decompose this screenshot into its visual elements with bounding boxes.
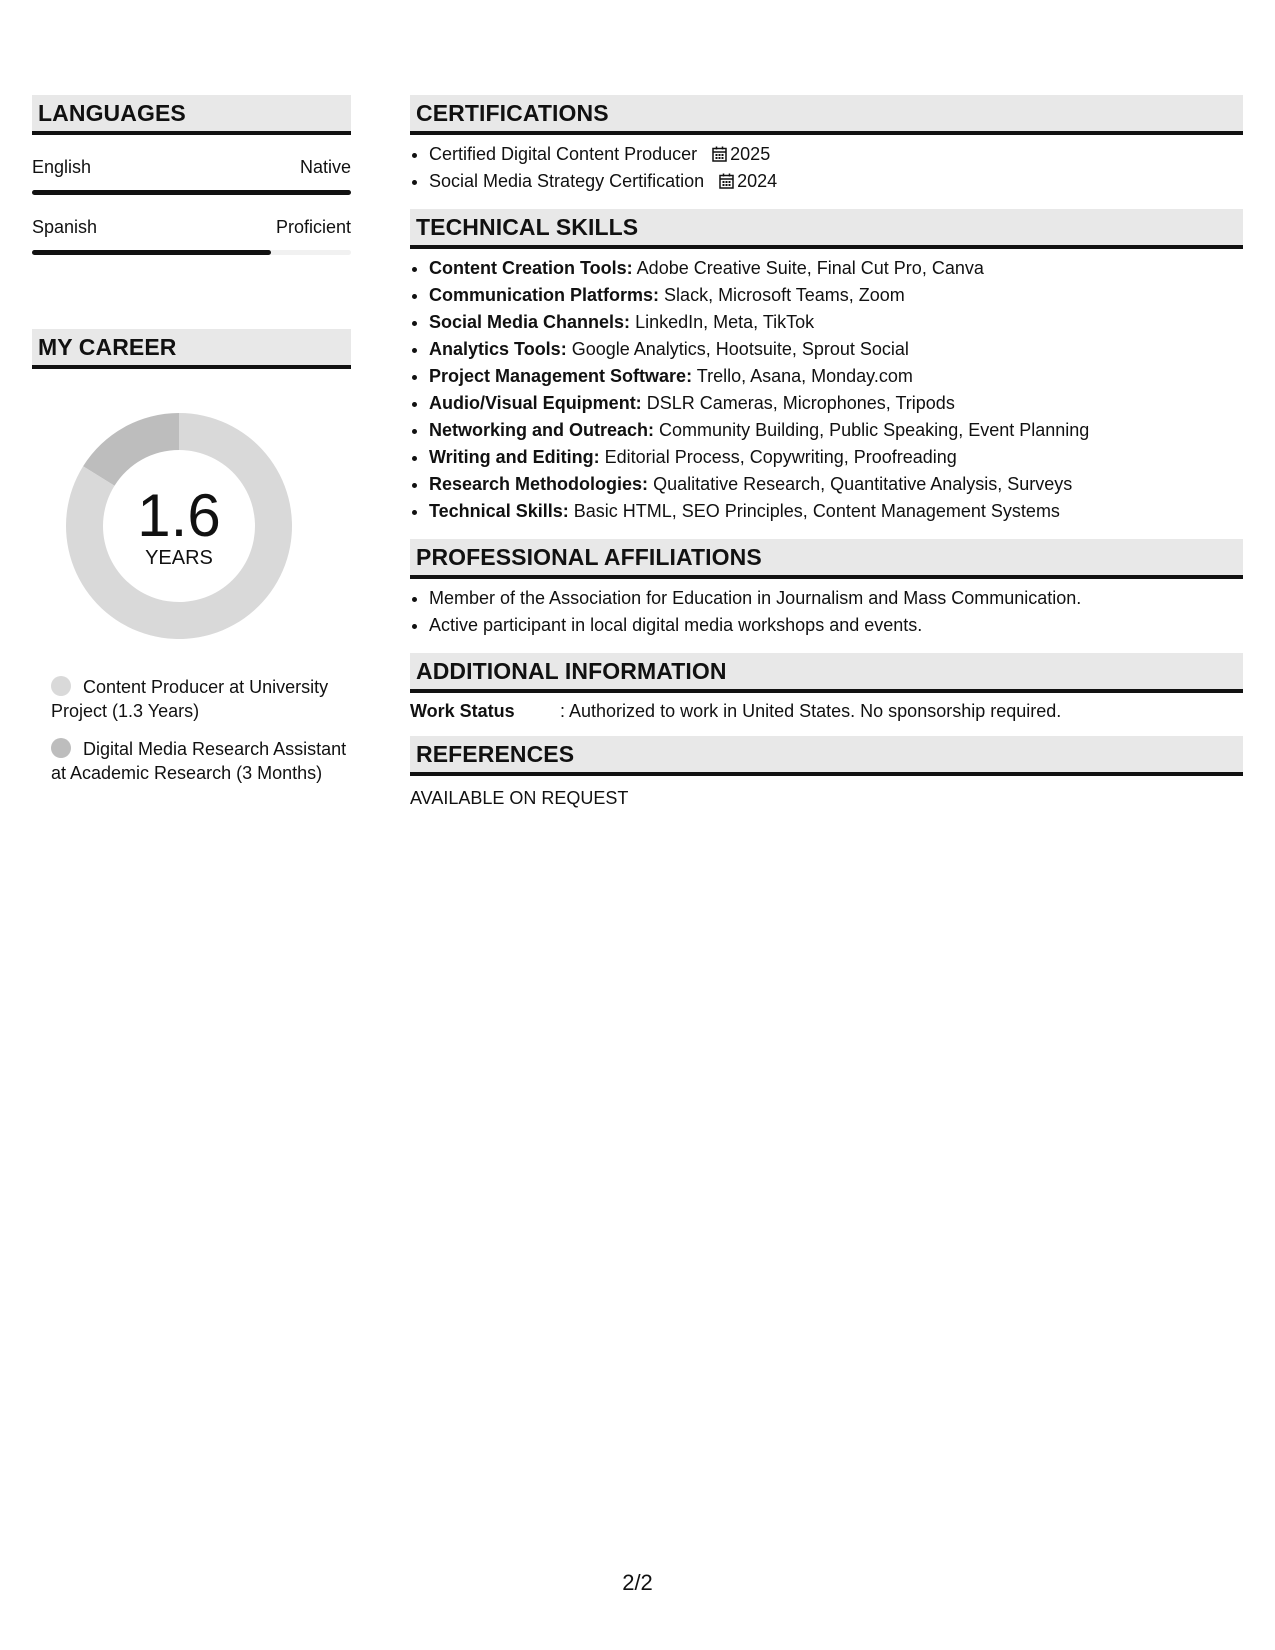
skill-label: Project Management Software:: [429, 366, 693, 386]
list-item: [429, 417, 1243, 444]
language-name: Spanish: [32, 217, 98, 237]
skill-value: Slack, Microsoft Teams, Zoom: [664, 285, 905, 305]
certification-name: Certified Digital Content Producer: [429, 144, 698, 164]
list-item: [429, 141, 1243, 168]
list-item: [429, 471, 1243, 498]
skill-value: Editorial Process, Copywriting, Proofreading: [604, 447, 957, 467]
list-item: [429, 282, 1243, 309]
skill-value: Trello, Asana, Monday.com: [696, 366, 913, 386]
skill-value: DSLR Cameras, Microphones, Tripods: [646, 393, 955, 413]
skill-value: Google Analytics, Hootsuite, Sprout Social: [571, 339, 909, 359]
work-status-value: : Authorized to work in United States. No sponsorship required.: [560, 701, 1062, 721]
career-legend: [32, 675, 351, 785]
career-heading: MY CAREER: [32, 329, 351, 369]
language-bar: [32, 250, 351, 255]
calendar-icon: [719, 173, 734, 189]
legend-dot: [51, 738, 71, 758]
list-item: • Member of the Association for Education in Journalism and Mass Communication.: [429, 585, 1243, 612]
career-total-value: 1.6: [137, 482, 221, 549]
list-item: [429, 444, 1243, 471]
skill-value: Community Building, Public Speaking, Event Planning: [659, 420, 1090, 440]
certification-year: 2024: [737, 171, 778, 191]
legend-label: Content Producer at University Project (1.3 Years): [51, 677, 329, 721]
skill-label: Content Creation Tools:: [429, 258, 633, 278]
legend-label: Digital Media Research Assistant at Academic Research (3 Months): [51, 739, 347, 783]
language-name: English: [32, 157, 92, 177]
list-item: • Active participant in local digital media workshops and events.: [429, 612, 1243, 639]
list-item: [429, 336, 1243, 363]
language-item-english: [32, 157, 351, 195]
calendar-icon: [712, 146, 727, 162]
language-bar-fill: [32, 250, 271, 255]
skill-label: Networking and Outreach:: [429, 420, 655, 440]
skill-value: Basic HTML, SEO Principles, Content Management Systems: [573, 501, 1060, 521]
skill-label: Analytics Tools:: [429, 339, 567, 359]
additional-info-heading: ADDITIONAL INFORMATION: [410, 653, 1243, 693]
right-column: [410, 95, 1243, 809]
career-donut-chart: [66, 413, 292, 639]
certifications-heading: CERTIFICATIONS: [410, 95, 1243, 135]
skill-label: Research Methodologies:: [429, 474, 649, 494]
left-column: [32, 95, 351, 799]
references-heading: REFERENCES: [410, 736, 1243, 776]
affiliations-heading: PROFESSIONAL AFFILIATIONS: [410, 539, 1243, 579]
language-bar: [32, 190, 351, 195]
language-item-spanish: [32, 217, 351, 255]
language-level: Native: [299, 157, 351, 177]
work-status-label: Work Status: [410, 701, 515, 721]
technical-skills-list: [410, 255, 1243, 525]
list-item: [429, 309, 1243, 336]
skill-label: Communication Platforms:: [429, 285, 660, 305]
skill-label: Writing and Editing:: [429, 447, 600, 467]
page-number: 2/2: [622, 1570, 653, 1595]
legend-item: [51, 675, 351, 723]
language-bar-fill: [32, 190, 351, 195]
list-item: [429, 363, 1243, 390]
list-item: [429, 168, 1243, 195]
work-status-row: [410, 701, 1243, 722]
skill-label: Social Media Channels:: [429, 312, 631, 332]
affiliations-list: [410, 585, 1243, 639]
skill-value: Adobe Creative Suite, Final Cut Pro, Canva: [636, 258, 984, 278]
list-item: [429, 255, 1243, 282]
legend-dot: [51, 676, 71, 696]
skill-value: LinkedIn, Meta, TikTok: [635, 312, 815, 332]
certifications-list: [410, 141, 1243, 195]
skill-label: Technical Skills:: [429, 501, 569, 521]
language-level: Proficient: [275, 217, 351, 237]
certification-name: Social Media Strategy Certification: [429, 171, 705, 191]
skill-label: Audio/Visual Equipment:: [429, 393, 642, 413]
legend-item: [51, 737, 351, 785]
career-total-unit: YEARS: [145, 547, 213, 569]
list-item: [429, 390, 1243, 417]
languages-heading: LANGUAGES: [32, 95, 351, 135]
certification-year: 2025: [730, 144, 771, 164]
skill-value: Qualitative Research, Quantitative Analysis, Surveys: [653, 474, 1073, 494]
references-text: AVAILABLE ON REQUEST: [410, 788, 629, 808]
technical-skills-heading: TECHNICAL SKILLS: [410, 209, 1243, 249]
list-item: [429, 498, 1243, 525]
